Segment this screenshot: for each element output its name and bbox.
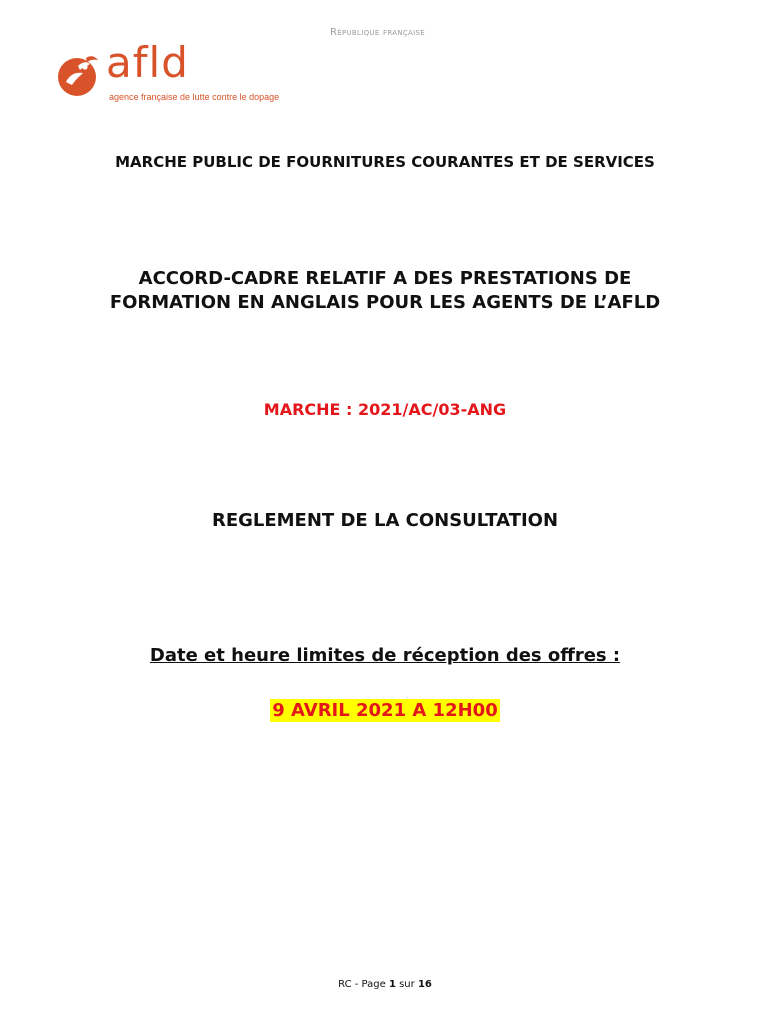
republique-francaise-header: République française bbox=[330, 27, 425, 38]
deadline-value: 9 AVRIL 2021 A 12H00 bbox=[272, 700, 498, 721]
deadline-label: Date et heure limites de réception des offres : bbox=[149, 645, 621, 666]
reglement-title: REGLEMENT DE LA CONSULTATION bbox=[211, 510, 559, 531]
footer-prefix: RC - Page bbox=[338, 979, 389, 990]
logo-wordmark: afld bbox=[106, 38, 189, 87]
accord-cadre-title bbox=[0, 267, 770, 315]
afld-logo bbox=[56, 38, 296, 110]
logo-tagline: agence française de lutte contre le dopage bbox=[109, 92, 280, 102]
accord-cadre-line-2: FORMATION EN ANGLAIS POUR LES AGENTS DE L’AFLD bbox=[109, 292, 661, 313]
marche-number: MARCHE : 2021/AC/03-ANG bbox=[263, 400, 507, 419]
marche-public-title: MARCHE PUBLIC DE FOURNITURES COURANTES ET DE SERVICES bbox=[115, 153, 655, 171]
afld-runner-logo-icon bbox=[56, 52, 102, 98]
footer-total-pages: 16 bbox=[417, 979, 432, 990]
accord-cadre-line-1: ACCORD-CADRE RELATIF A DES PRESTATIONS DE bbox=[138, 268, 632, 289]
footer-separator: sur bbox=[395, 979, 418, 990]
page-footer bbox=[0, 979, 770, 990]
deadline-container bbox=[0, 699, 770, 722]
footer-current-page: 1 bbox=[388, 979, 396, 990]
